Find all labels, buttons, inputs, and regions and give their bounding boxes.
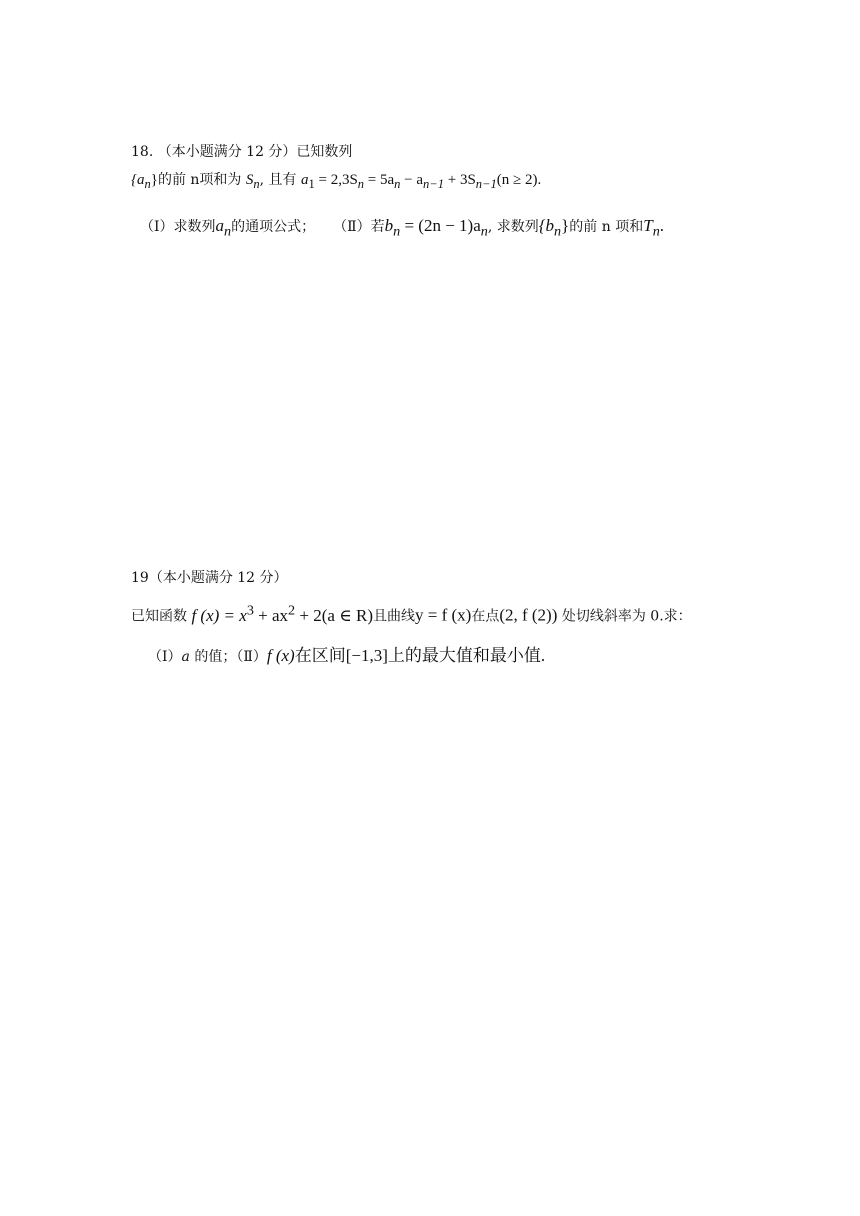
q19-text4: 处切线斜率为 0.求： (557, 608, 692, 625)
q19-text2: 且曲线 (373, 608, 415, 625)
q19-header-text: 19（本小题满分 12 分） (131, 570, 288, 586)
q18-parts (140, 216, 664, 241)
q18-part1-an: $a_n$ (215, 216, 232, 240)
q18-text1: 的前 n项和为 (157, 172, 246, 188)
q19-curve: y = f (x) (415, 605, 472, 625)
q19-function: f $(x) = x^3 + ax^2 + 2(a$ ∈ R) (191, 602, 373, 625)
q18-part1-text: 的通项公式； (231, 219, 316, 235)
q19-header (131, 568, 288, 588)
q18-part2-formula: $b_n = (2n - 1)a_n$ (384, 216, 488, 240)
q18-part2-text1: , 求数列 (487, 219, 539, 235)
q19-text1: 已知函数 (131, 608, 192, 625)
q18-part2-seq-bn: $\{b_n\}$ (538, 216, 570, 240)
q19-statement (131, 600, 692, 627)
q19-part2-f: f (x) (266, 646, 295, 665)
q19-part2-text2: 上的最大值和最小值. (387, 646, 546, 665)
q19-part2-text1: 在区间 (294, 646, 346, 665)
q19-part1-label: （Ⅰ） (148, 649, 182, 665)
q19-part2-interval: [−1,3] (345, 646, 388, 665)
q18-part1-label: （Ⅰ）求数列 (140, 219, 216, 235)
q18-recurrence: $a_1 = 2,3S_n = 5a_n - a_{n-1} + 3S_{n-1}(n \ge 2)$. (300, 172, 542, 191)
q18-seq-an: $\{a_n\}$ (131, 172, 158, 191)
q18-part2-text2: 的前 n 项和 (569, 219, 644, 235)
q18-header-text: 18. （本小题满分 12 分）已知数列 (131, 144, 353, 160)
q19-parts (148, 646, 545, 667)
q18-text2: , 且有 (259, 172, 301, 188)
q19-point: (2, f (2)) (499, 605, 558, 625)
q19-text3: 在点 (471, 608, 500, 625)
q19-part1-text: 的值；（Ⅱ） (189, 649, 267, 665)
q18-header (131, 142, 352, 162)
q19-part1-a: a (181, 649, 190, 665)
q18-Sn: $S_n$ (245, 172, 260, 191)
q18-statement (131, 170, 541, 194)
q18-part2-label: （Ⅱ）若 (333, 219, 385, 235)
q18-part2-Tn: $T_n$. (643, 216, 665, 240)
